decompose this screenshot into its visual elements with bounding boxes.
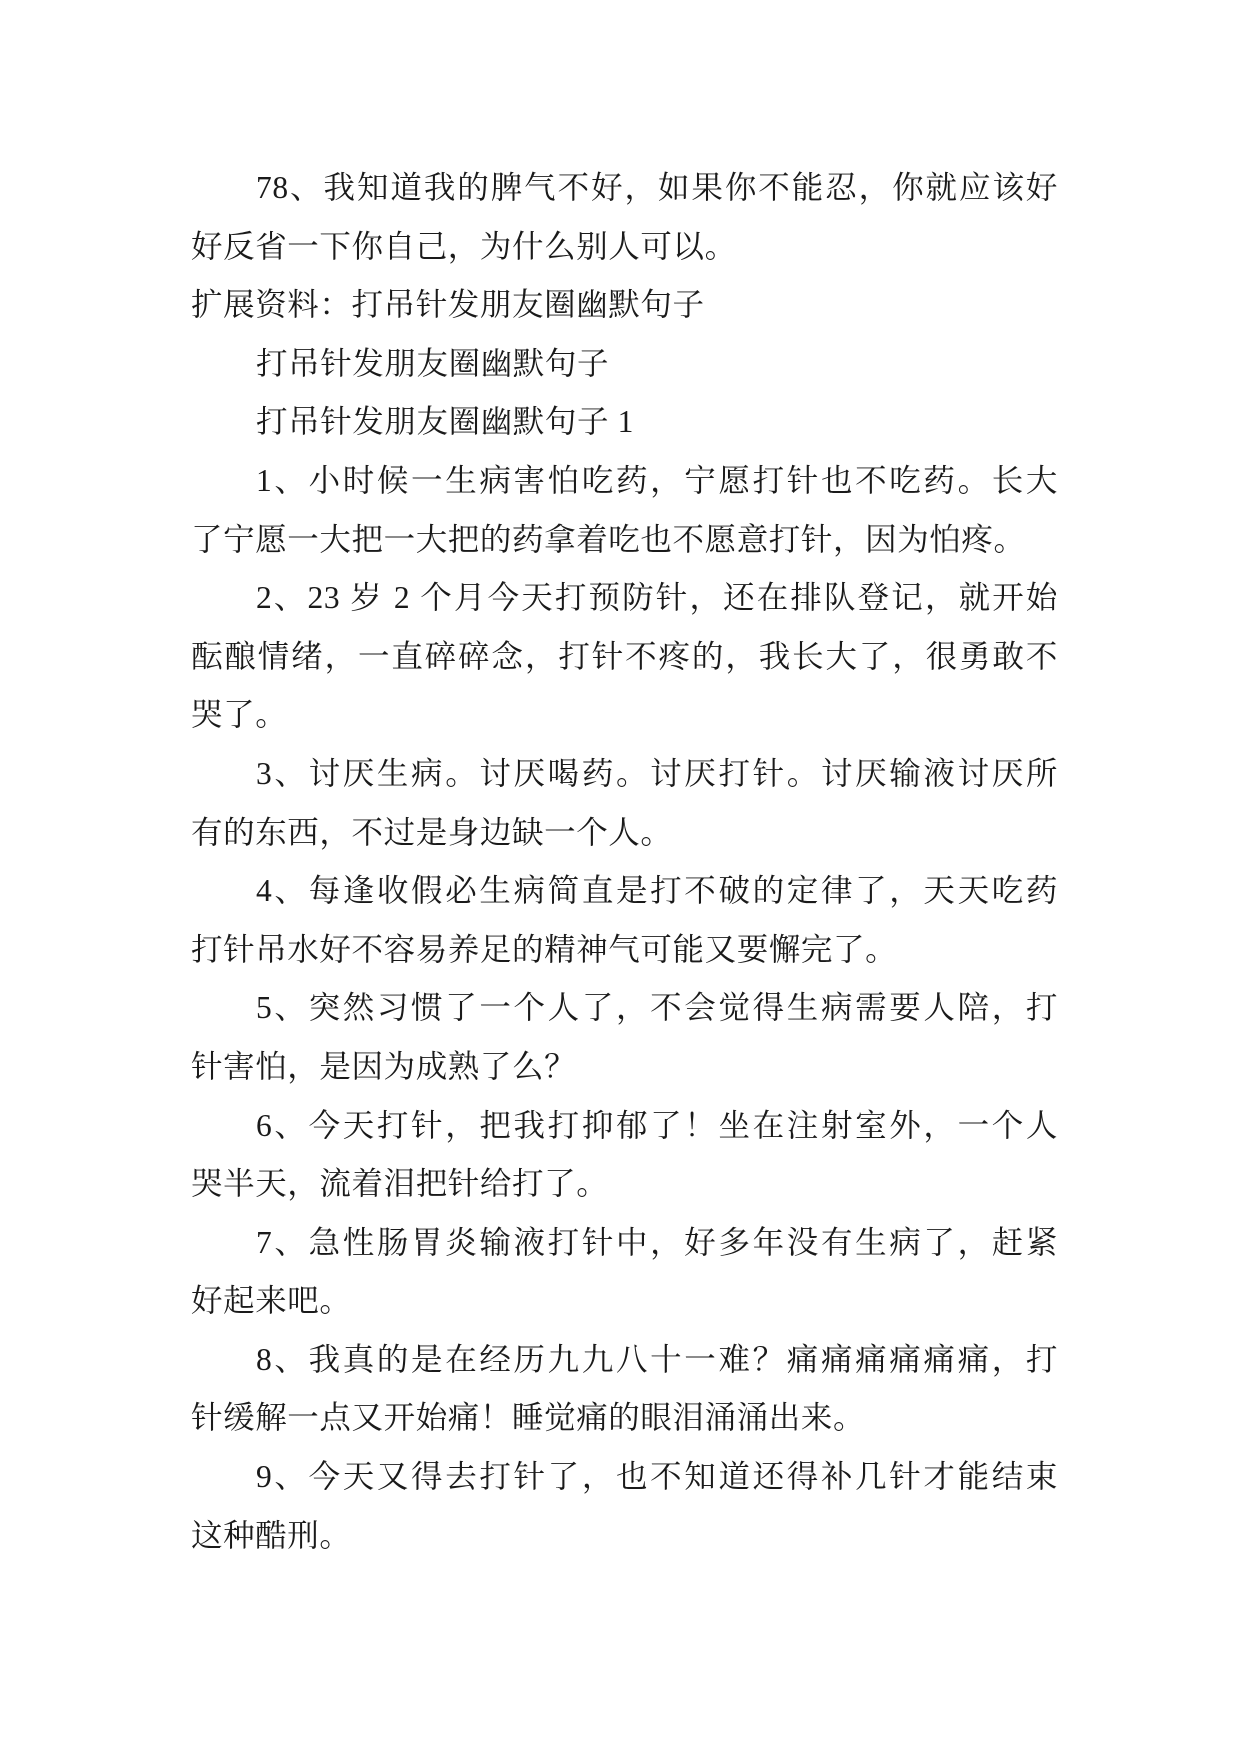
list-item bbox=[191, 1097, 1058, 1214]
list-item bbox=[191, 979, 1058, 1096]
article-title: 打吊针发朋友圈幽默句子 bbox=[256, 345, 610, 381]
section-title: 打吊针发朋友圈幽默句子 1 bbox=[256, 404, 634, 440]
paragraph-line: 这种酷刑。 bbox=[191, 1517, 352, 1553]
list-item bbox=[191, 452, 1058, 569]
extension-heading: 扩展资料：打吊针发朋友圈幽默句子 bbox=[191, 287, 705, 323]
list-item bbox=[191, 1331, 1058, 1448]
paragraph-line: 6、今天打针，把我打抑郁了！坐在注射室外，一个人 bbox=[256, 1107, 1058, 1143]
list-item bbox=[191, 159, 1058, 276]
paragraph-line: 7、急性肠胃炎输液打针中，好多年没有生病了，赶紧 bbox=[256, 1224, 1058, 1260]
paragraph-line: 有的东西，不过是身边缺一个人。 bbox=[191, 814, 673, 850]
paragraph-line: 哭半天，流着泪把针给打了。 bbox=[191, 1166, 609, 1202]
paragraph-line: 好起来吧。 bbox=[191, 1283, 352, 1319]
paragraph-line: 5、突然习惯了一个人了，不会觉得生病需要人陪，打 bbox=[256, 990, 1058, 1026]
paragraph-line: 3、讨厌生病。讨厌喝药。讨厌打针。讨厌输液讨厌所 bbox=[256, 755, 1058, 791]
paragraph-line: 针害怕，是因为成熟了么？ bbox=[191, 1048, 577, 1084]
paragraph-line: 打针吊水好不容易养足的精神气可能又要懈完了。 bbox=[191, 931, 898, 967]
paragraph-line: 了宁愿一大把一大把的药拿着吃也不愿意打针，因为怕疼。 bbox=[191, 521, 1026, 557]
document-body bbox=[191, 159, 1058, 1565]
list-item bbox=[191, 1214, 1058, 1331]
list-item bbox=[191, 862, 1058, 979]
paragraph-line: 78、我知道我的脾气不好，如果你不能忍，你就应该好 bbox=[256, 170, 1058, 205]
paragraph-line: 针缓解一点又开始痛！睡觉痛的眼泪涌涌出来。 bbox=[191, 1400, 866, 1436]
paragraph-line: 好反省一下你自己，为什么别人可以。 bbox=[191, 228, 737, 264]
paragraph-line: 哭了。 bbox=[191, 697, 288, 733]
list-item bbox=[191, 569, 1058, 745]
paragraph-line: 1、小时候一生病害怕吃药，宁愿打针也不吃药。长大 bbox=[256, 462, 1058, 498]
list-item bbox=[191, 1448, 1058, 1565]
list-item bbox=[191, 745, 1058, 862]
paragraph-line: 4、每逢收假必生病简直是打不破的定律了，天天吃药 bbox=[256, 873, 1058, 909]
paragraph-line: 9、今天又得去打针了，也不知道还得补几针才能结束 bbox=[256, 1459, 1058, 1495]
paragraph-line: 8、我真的是在经历九九八十一难？痛痛痛痛痛痛，打 bbox=[256, 1341, 1058, 1377]
paragraph-line: 2、23 岁 2 个月今天打预防针，还在排队登记，就开始 bbox=[256, 580, 1058, 616]
paragraph-line: 酝酿情绪，一直碎碎念，打针不疼的，我长大了，很勇敢不 bbox=[191, 638, 1058, 674]
